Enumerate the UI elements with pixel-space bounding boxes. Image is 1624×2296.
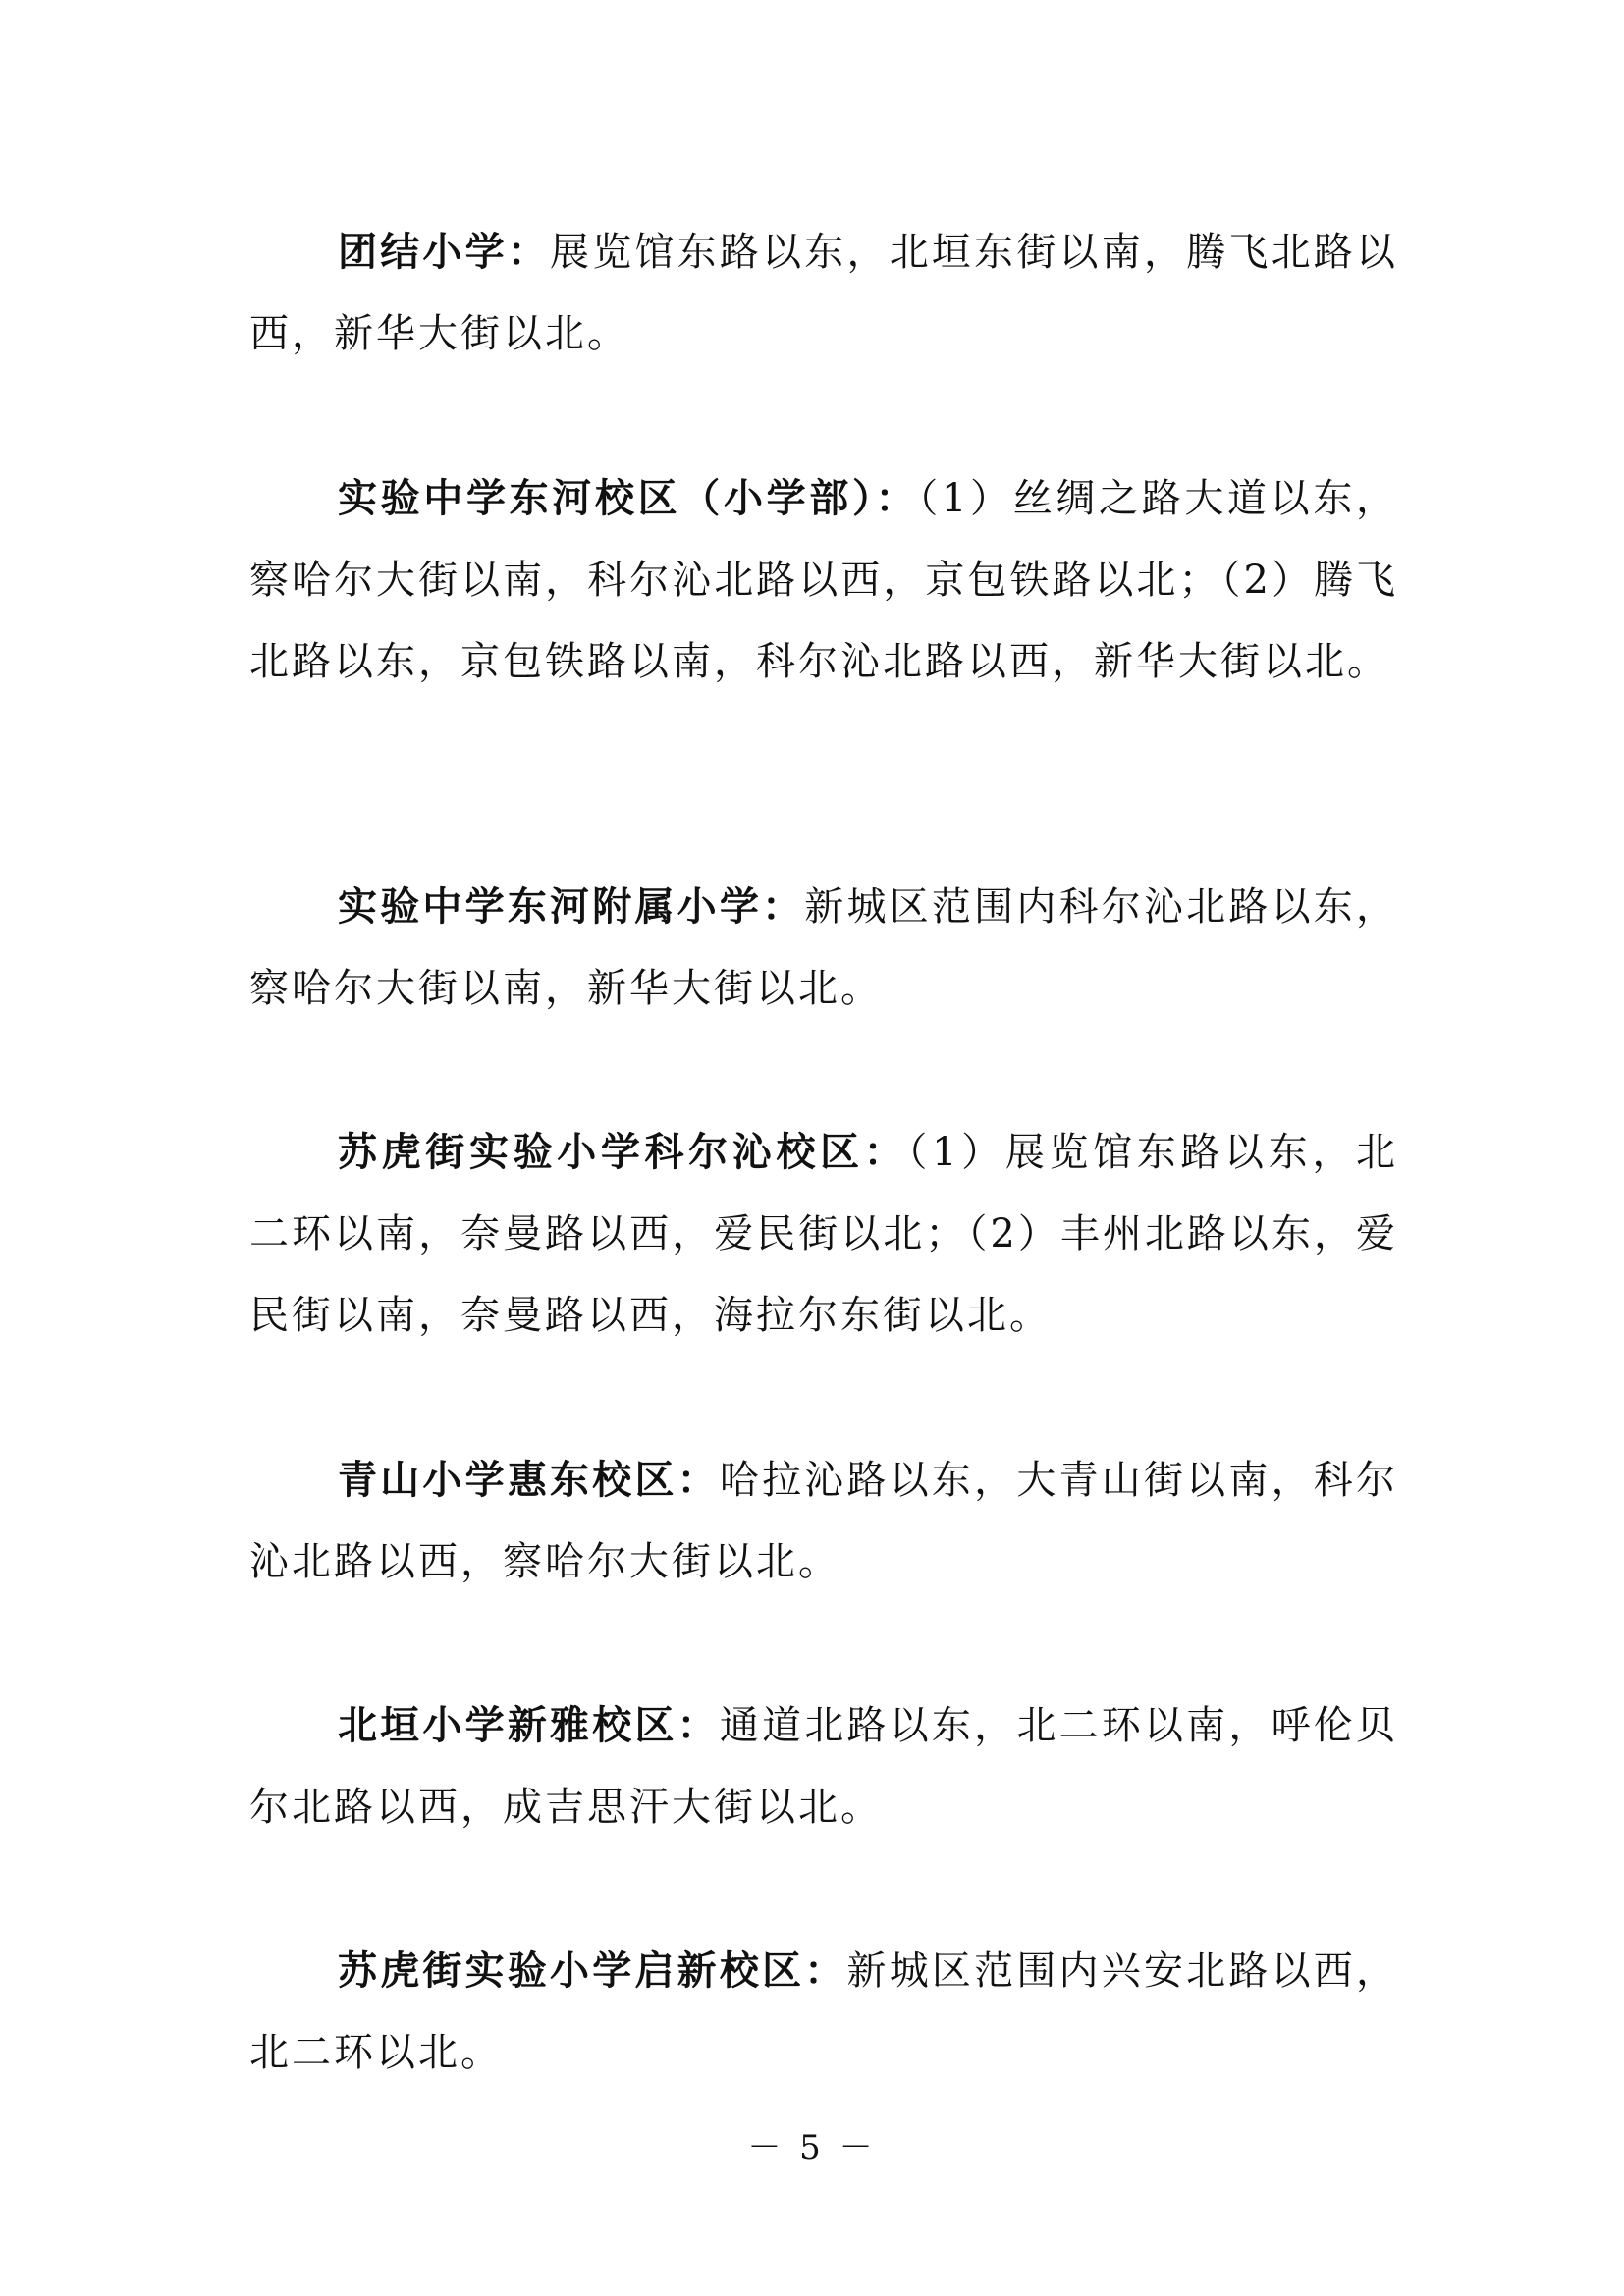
school-name: 苏虎街实验小学启新校区： bbox=[338, 1948, 847, 1994]
page-number: － 5 － bbox=[747, 2128, 877, 2167]
school-area: （1）丝绸之路大道以东，察哈尔大街以南，科尔沁北路以西，京包铁路以北；（2）腾飞北路以东，京包铁路以南，科尔沁北路以西，新华大街以北。 bbox=[249, 476, 1399, 684]
entry-tuanjie-school bbox=[249, 211, 1398, 375]
school-area: 新城区范围内科尔沁北路以东，察哈尔大街以南，新华大街以北。 bbox=[249, 884, 1399, 1011]
school-area: 通道北路以东，北二环以南，呼伦贝尔北路以西，成吉思汗大街以北。 bbox=[249, 1703, 1398, 1830]
school-name: 苏虎街实验小学科尔沁校区： bbox=[338, 1129, 908, 1175]
school-name: 北垣小学新雅校区： bbox=[338, 1702, 720, 1748]
school-name: 青山小学惠东校区： bbox=[338, 1457, 720, 1503]
entry-shiyan-donghe-campus bbox=[249, 457, 1398, 703]
school-area: （1）展览馆东路以东，北二环以南，奈曼路以西，爱民街以北；（2）丰州北路以东，爱民街以南，奈曼路以西，海拉尔东街以北。 bbox=[249, 1130, 1398, 1338]
school-name: 实验中学东河校区（小学部）： bbox=[338, 475, 919, 521]
entry-suhujie-qixin-campus bbox=[249, 1930, 1398, 2094]
school-name: 团结小学： bbox=[338, 229, 551, 275]
school-area: 新城区范围内兴安北路以西，北二环以北。 bbox=[249, 1949, 1398, 2075]
entry-qingshan-huidong-campus bbox=[249, 1439, 1398, 1603]
school-area: 展览馆东路以东，北垣东街以南，腾飞北路以西，新华大街以北。 bbox=[249, 230, 1399, 356]
school-area: 哈拉沁路以东，大青山街以南，科尔沁北路以西，察哈尔大街以北。 bbox=[249, 1458, 1398, 1584]
entry-shiyan-donghe-affiliated bbox=[249, 866, 1398, 1030]
entry-beiyuan-xinya-campus bbox=[249, 1684, 1398, 1848]
entry-suhujie-keerqin-campus bbox=[249, 1111, 1398, 1357]
school-name: 实验中学东河附属小学： bbox=[338, 883, 805, 930]
